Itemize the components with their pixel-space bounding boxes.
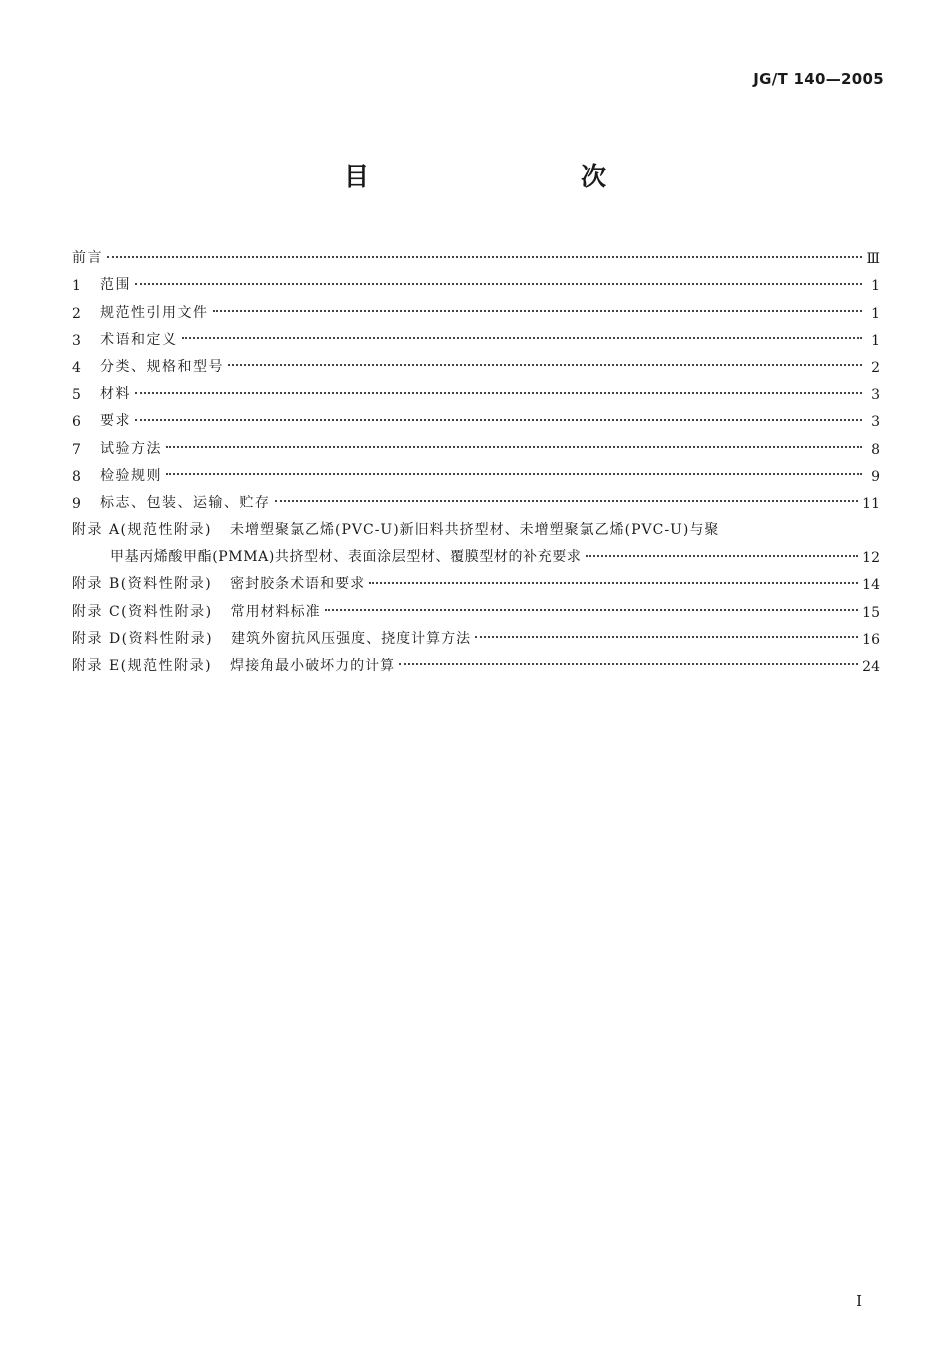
toc-number: 6: [72, 414, 81, 431]
toc-entry-annex-b[interactable]: [72, 566, 880, 593]
toc-number: 3: [72, 332, 81, 349]
toc-page: 3: [871, 387, 880, 404]
toc-page: 15: [862, 604, 880, 621]
toc-entry-3[interactable]: [72, 322, 880, 349]
toc-label: 标志、包装、运输、贮存: [100, 494, 271, 511]
leader-dots: [166, 473, 862, 475]
standard-code: JG/T 140—2005: [753, 70, 884, 88]
toc-entry-1[interactable]: [72, 267, 880, 294]
toc-entry-annex-e[interactable]: [72, 648, 880, 675]
leader-dots: [135, 419, 862, 421]
leader-dots: [369, 582, 858, 584]
annex-prefix: 附录 C(资料性附录): [72, 603, 213, 620]
toc-page: Ⅲ: [866, 251, 880, 268]
annex-title-line2: 甲基丙烯酸甲酯(PMMA)共挤型材、表面涂层型材、覆膜型材的补充要求: [110, 549, 582, 566]
toc-label: 分类、规格和型号: [100, 358, 224, 375]
toc-page: 12: [862, 550, 880, 567]
toc-entry-annex-c[interactable]: [72, 593, 880, 620]
leader-dots: [228, 364, 862, 366]
leader-dots: [166, 446, 862, 448]
toc-page: 14: [862, 577, 880, 594]
toc-entry-foreword[interactable]: [72, 240, 880, 267]
toc-label: 检验规则: [100, 467, 162, 484]
toc-label: 要求: [100, 413, 131, 430]
toc-page: 2: [871, 359, 880, 376]
annex-prefix: 附录 E(规范性附录): [72, 658, 213, 674]
annex-prefix: 附录 B(资料性附录): [72, 576, 213, 593]
toc-label: 材料: [100, 386, 131, 403]
table-of-contents: [72, 240, 880, 675]
leader-dots: [399, 663, 858, 665]
leader-dots: [182, 337, 863, 339]
toc-entry-5[interactable]: [72, 376, 880, 403]
toc-number: 7: [72, 441, 81, 458]
toc-page: 11: [862, 495, 880, 512]
annex-title: 常用材料标准: [230, 603, 321, 620]
annex-title-line1: 未增塑聚氯乙烯(PVC-U)新旧料共挤型材、未增塑聚氯乙烯(PVC-U)与聚: [229, 522, 720, 539]
toc-label: 规范性引用文件: [100, 304, 209, 321]
toc-number: 4: [72, 359, 81, 376]
toc-entry-annex-a-continued[interactable]: [72, 539, 880, 566]
leader-dots: [325, 609, 859, 611]
toc-number: 2: [72, 305, 81, 322]
leader-dots: [135, 392, 862, 394]
page-title: 目 次: [343, 162, 660, 191]
toc-page: 9: [871, 468, 880, 485]
toc-entry-9[interactable]: [72, 485, 880, 512]
toc-entry-2[interactable]: [72, 294, 880, 321]
toc-entry-6[interactable]: [72, 403, 880, 430]
toc-page: 3: [871, 414, 880, 431]
toc-page: 8: [871, 441, 880, 458]
toc-number: 8: [72, 468, 81, 485]
leader-dots: [586, 555, 859, 557]
leader-dots: [135, 283, 862, 285]
toc-page: 16: [862, 631, 880, 648]
annex-title: 焊接角最小破坏力的计算: [230, 658, 396, 674]
toc-page: 1: [871, 332, 880, 349]
toc-number: 9: [72, 495, 81, 512]
annex-prefix: 附录 D(资料性附录): [72, 630, 214, 647]
toc-number: 5: [72, 387, 81, 404]
toc-entry-annex-d[interactable]: [72, 621, 880, 648]
leader-dots: [107, 256, 862, 258]
toc-label: 术语和定义: [100, 331, 178, 348]
page-folio: I: [856, 1292, 862, 1310]
toc-entry-7[interactable]: [72, 430, 880, 457]
toc-page: 1: [871, 305, 880, 322]
leader-dots: [275, 500, 859, 502]
toc-entry-annex-a[interactable]: [72, 512, 880, 539]
leader-dots: [213, 310, 863, 312]
annex-title: 建筑外窗抗风压强度、挠度计算方法: [231, 630, 472, 647]
toc-number: 1: [72, 278, 81, 295]
toc-label: 前言: [72, 250, 103, 267]
annex-title: 密封胶条术语和要求: [230, 576, 366, 593]
toc-entry-8[interactable]: [72, 458, 880, 485]
toc-label: 试验方法: [100, 440, 162, 457]
toc-page: 24: [862, 659, 880, 675]
toc-page: 1: [871, 278, 880, 295]
toc-label: 范围: [100, 277, 131, 294]
leader-dots: [475, 636, 858, 638]
toc-entry-4[interactable]: [72, 349, 880, 376]
annex-prefix: 附录 A(规范性附录): [72, 522, 212, 539]
